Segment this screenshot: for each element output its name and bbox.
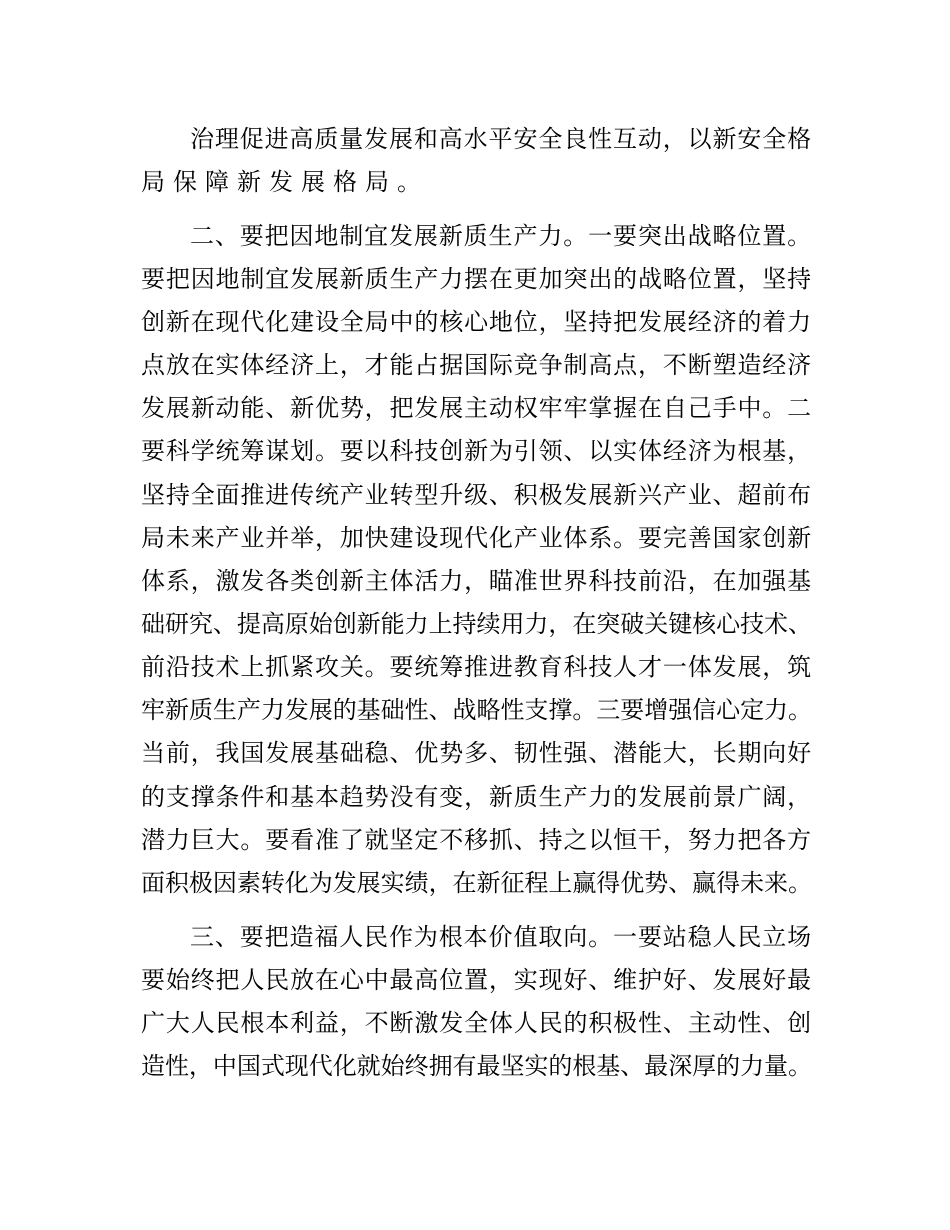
text-line: 局保障新发展格局。 <box>141 168 429 196</box>
text-line: 潜力巨大。要看准了就坚定不移抓、持之以恒干，努力把各方 <box>141 826 812 854</box>
text-line: 前沿技术上抓紧攻关。要统筹推进教育科技人才一体发展，筑 <box>141 653 812 681</box>
text-line: 广大人民根本利益，不断激发全体人民的积极性、主动性、创 <box>141 1009 812 1037</box>
text-line: 造性，中国式现代化就始终拥有最坚实的根基、最深厚的力量。 <box>141 1052 812 1080</box>
text-line: 础研究、提高原始创新能力上持续用力，在突破关键核心技术、 <box>141 610 812 638</box>
text-line: 三、要把造福人民作为根本价值取向。一要站稳人民立场 <box>190 923 812 951</box>
text-line: 要始终把人民放在心中最高位置，实现好、维护好、发展好最 <box>141 966 812 994</box>
text-line: 的支撑条件和基本趋势没有变，新质生产力的发展前景广阔， <box>141 783 812 811</box>
text-line: 发展新动能、新优势，把发展主动权牢牢掌握在自己手中。二 <box>141 394 812 422</box>
text-line: 局未来产业并举，加快建设现代化产业体系。要完善国家创新 <box>141 524 812 552</box>
text-line: 坚持全面推进传统产业转型升级、积极发展新兴产业、超前布 <box>141 481 812 509</box>
text-line: 点放在实体经济上，才能占据国际竞争制高点，不断塑造经济 <box>141 351 812 379</box>
text-line: 牢新质生产力发展的基础性、战略性支撑。三要增强信心定力。 <box>141 696 812 724</box>
text-line: 体系，激发各类创新主体活力，瞄准世界科技前沿，在加强基 <box>141 567 812 595</box>
text-line: 当前，我国发展基础稳、优势多、韧性强、潜能大，长期向好 <box>141 739 812 767</box>
text-line: 要科学统筹谋划。要以科技创新为引领、以实体经济为根基， <box>141 437 812 465</box>
text-line: 要把因地制宜发展新质生产力摆在更加突出的战略位置，坚持 <box>141 265 812 293</box>
text-line: 治理促进高质量发展和高水平安全良性互动，以新安全格 <box>190 125 812 153</box>
text-line: 面积极因素转化为发展实绩，在新征程上赢得优势、赢得未来。 <box>141 869 812 897</box>
text-line: 二、要把因地制宜发展新质生产力。一要突出战略位置。 <box>190 222 812 250</box>
text-line: 创新在现代化建设全局中的核心地位，坚持把发展经济的着力 <box>141 308 812 336</box>
